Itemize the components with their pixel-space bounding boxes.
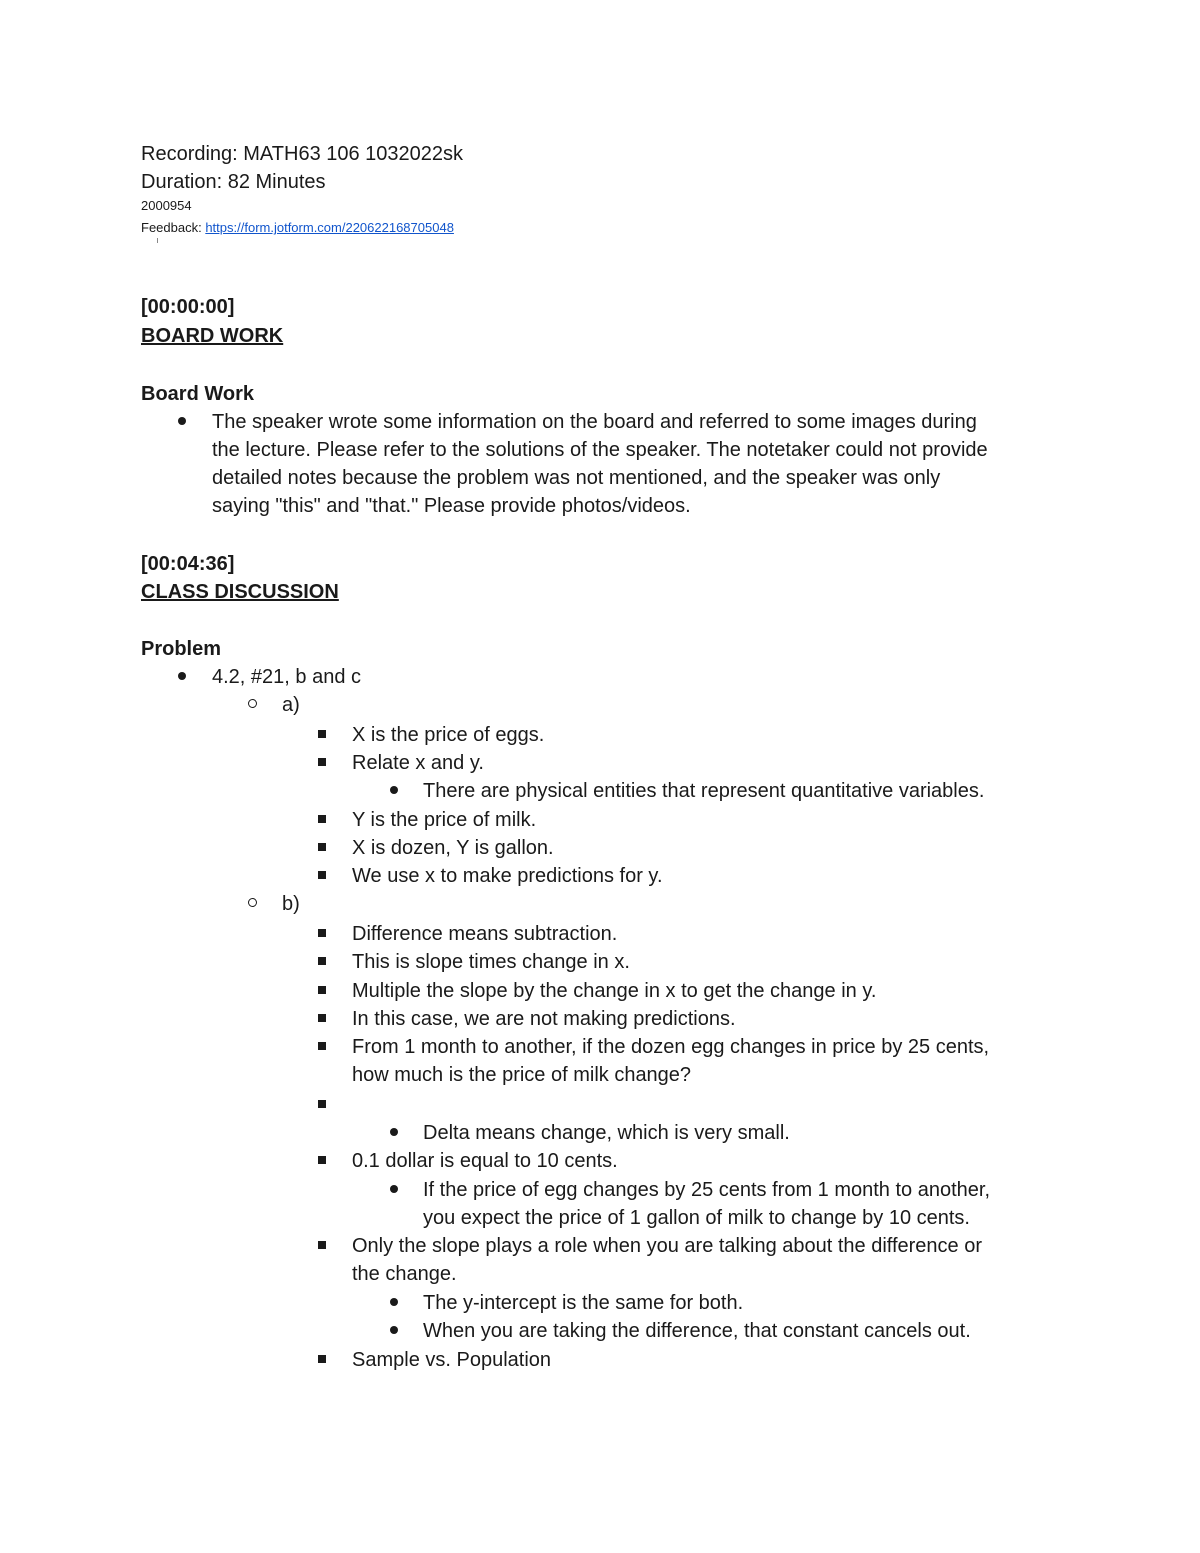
bullet-square-icon [318, 1005, 326, 1033]
feedback-label: Feedback: [141, 220, 206, 235]
part-b-item: Difference means subtraction. [352, 923, 618, 945]
board-work-text-line: detailed notes because the problem was not mentioned, and the speaker was only [212, 467, 941, 489]
board-work-text-line: the lecture. Please refer to the solutions of the speaker. The notetaker could not provide [212, 439, 988, 461]
bullet-square-icon [318, 862, 326, 890]
part-a-item: X is dozen, Y is gallon. [352, 837, 554, 859]
bullet-square-icon [318, 1147, 326, 1175]
board-work-text-line: The speaker wrote some information on the board and referred to some images during [212, 411, 977, 433]
cursor-tick [157, 238, 158, 243]
part-b-item: Only the slope plays a role when you are talking about the difference or [352, 1235, 983, 1257]
part-b-item: Sample vs. Population [352, 1349, 552, 1371]
bullet-square-icon [318, 1346, 326, 1374]
board-work-title: BOARD WORK [141, 325, 284, 347]
bullet-square-icon [318, 948, 326, 976]
id-number: 2000954 [141, 198, 192, 213]
part-a-label: a) [282, 694, 300, 716]
part-b-item: In this case, we are not making predictions. [352, 1008, 736, 1030]
bullet-square-icon [318, 920, 326, 948]
bullet-square-icon [318, 749, 326, 777]
bullet-square-icon [318, 806, 326, 834]
board-work-timestamp: [00:00:00] [141, 296, 235, 318]
bullet-dot-icon [390, 1119, 398, 1147]
bullet-dot-icon [390, 1176, 398, 1204]
bullet-circle-icon [248, 691, 257, 719]
bullet-dot-icon [178, 408, 186, 436]
part-b-subitem-continued: you expect the price of 1 gallon of milk to change by 10 cents. [423, 1207, 970, 1229]
bullet-square-icon [318, 1232, 326, 1260]
part-b-label: b) [282, 893, 300, 915]
part-a-item: We use x to make predictions for y. [352, 865, 663, 887]
bullet-circle-icon [248, 890, 257, 918]
bullet-dot-icon [390, 1289, 398, 1317]
problem-number: 4.2, #21, b and c [212, 666, 362, 688]
part-b-item: Multiple the slope by the change in x to get the change in y. [352, 980, 877, 1002]
duration-line: Duration: 82 Minutes [141, 171, 326, 193]
part-b-subitem: If the price of egg changes by 25 cents from 1 month to another, [423, 1179, 991, 1201]
bullet-square-icon [318, 834, 326, 862]
part-b-subitem: The y-intercept is the same for both. [423, 1292, 744, 1314]
part-a-item: Y is the price of milk. [352, 809, 537, 831]
class-discussion-timestamp: [00:04:36] [141, 553, 235, 575]
bullet-dot-icon [390, 777, 398, 805]
feedback-link[interactable]: https://form.jotform.com/220622168705048 [205, 220, 454, 235]
part-a-item: Relate x and y. [352, 752, 484, 774]
part-a-subitem: There are physical entities that represent quantitative variables. [423, 780, 985, 802]
bullet-square-icon [318, 977, 326, 1005]
board-work-subheading: Board Work [141, 383, 254, 405]
part-a-item: X is the price of eggs. [352, 724, 545, 746]
part-b-item-continued: the change. [352, 1263, 457, 1285]
class-discussion-title: CLASS DISCUSSION [141, 581, 339, 603]
bullet-square-icon [318, 721, 326, 749]
problem-subheading: Problem [141, 638, 222, 660]
bullet-dot-icon [390, 1317, 398, 1345]
bullet-square-icon [318, 1091, 326, 1119]
feedback-line [141, 219, 454, 237]
bullet-square-icon [318, 1033, 326, 1061]
bullet-dot-icon [178, 663, 186, 691]
part-b-subitem: When you are taking the difference, that constant cancels out. [423, 1320, 971, 1342]
part-b-item-continued: how much is the price of milk change? [352, 1064, 692, 1086]
board-work-text-line: saying "this" and "that." Please provide photos/videos. [212, 495, 691, 517]
part-b-subitem: Delta means change, which is very small. [423, 1122, 790, 1144]
recording-line: Recording: MATH63 106 1032022sk [141, 143, 464, 165]
part-b-item: This is slope times change in x. [352, 951, 630, 973]
part-b-item: 0.1 dollar is equal to 10 cents. [352, 1150, 618, 1172]
part-b-item: From 1 month to another, if the dozen egg changes in price by 25 cents, [352, 1036, 990, 1058]
